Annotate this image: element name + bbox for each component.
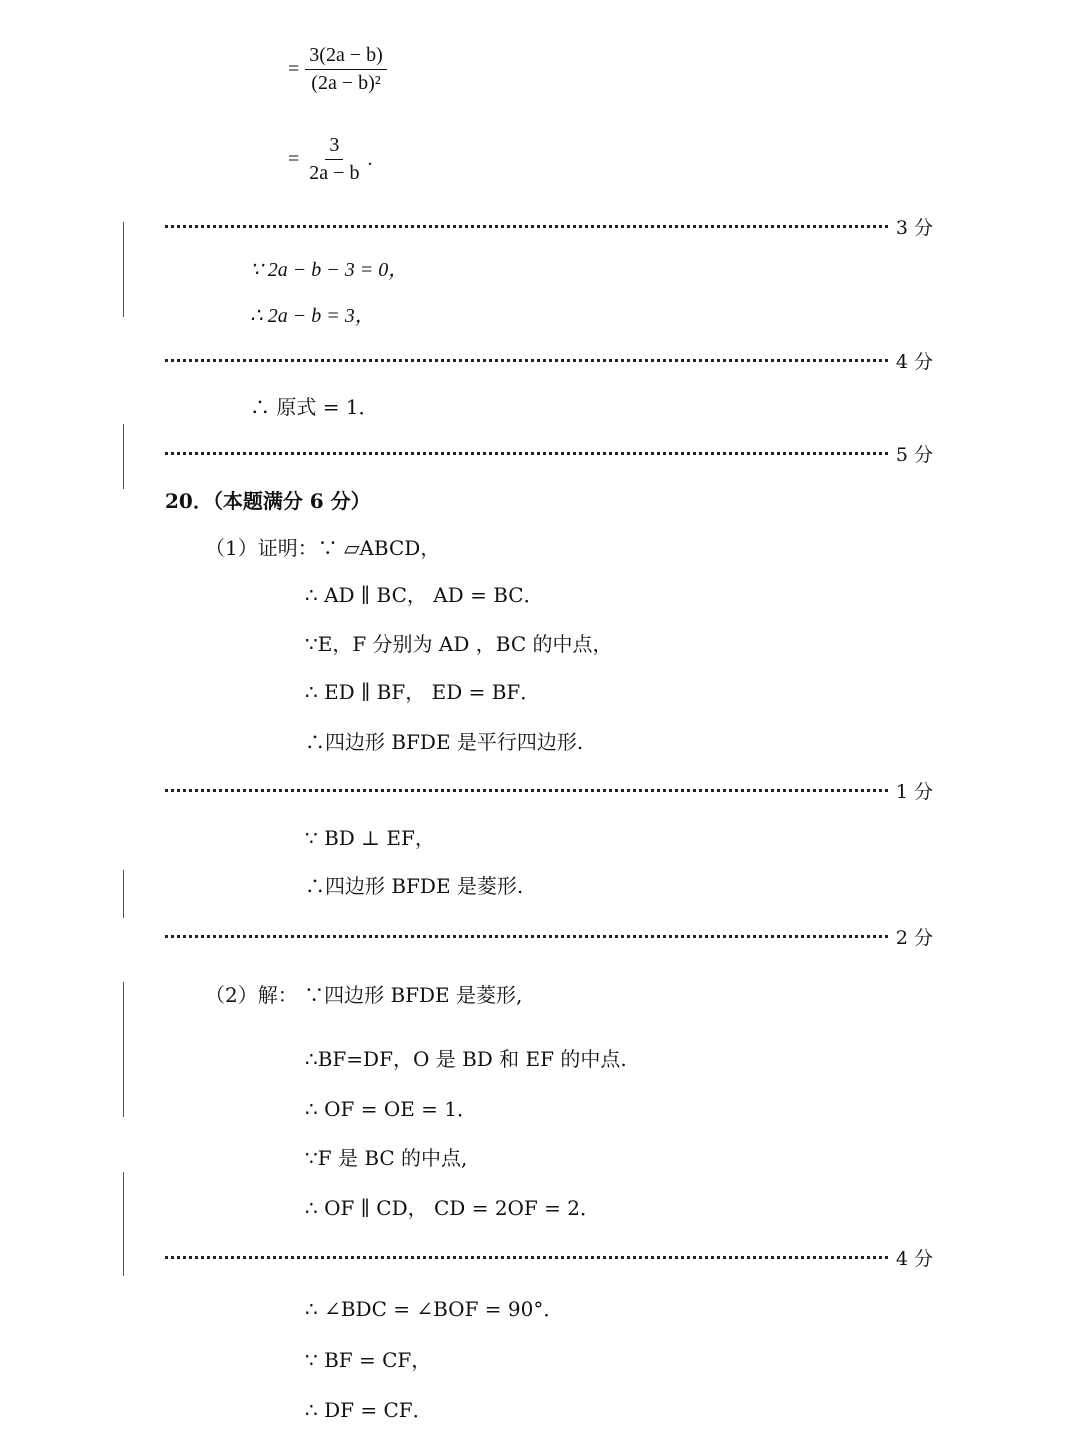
text-line: ∴ DF = CF．	[305, 1398, 433, 1422]
dotted-leader	[165, 935, 888, 938]
dotted-leader	[165, 225, 888, 228]
denominator: 2a − b	[309, 162, 360, 184]
text-line: （2）解： ∵四边形 BFDE 是菱形,	[205, 983, 523, 1007]
numerator: 3	[325, 134, 343, 160]
equals-sign: =	[288, 148, 300, 170]
fraction-expression	[288, 134, 372, 185]
margin-bar	[123, 870, 124, 918]
margin-bar	[123, 222, 124, 317]
margin-bar	[123, 1172, 124, 1276]
text-line: （1）证明：∵ ▱ABCD，	[205, 536, 441, 560]
text-line: ∴ OF = OE = 1．	[305, 1097, 478, 1121]
equals-sign: =	[288, 58, 300, 80]
score-row	[165, 348, 933, 372]
text-line: ∴四边形 BFDE 是菱形.	[305, 874, 524, 898]
text-line: ∵ BD ⊥ EF，	[305, 826, 435, 850]
dotted-leader	[165, 359, 888, 362]
score-label: 3 分	[895, 216, 933, 239]
text-line: ∴四边形 BFDE 是平行四边形.	[305, 730, 584, 754]
question-heading: 20．（本题满分 6 分）	[165, 489, 371, 513]
denominator: (2a − b)²	[311, 72, 381, 94]
score-row	[165, 924, 933, 948]
text-line: ∴ OF ∥ CD， CD = 2OF = 2．	[305, 1196, 601, 1220]
dotted-leader	[165, 452, 888, 455]
text-line: ∵ 2a − b − 3 = 0，	[250, 259, 409, 281]
score-label: 5 分	[895, 443, 933, 466]
margin-bar	[123, 982, 124, 1117]
text-line: ∴BF=DF，O 是 BD 和 EF 的中点.	[305, 1047, 627, 1071]
dotted-leader	[165, 1256, 888, 1259]
score-row	[165, 441, 933, 465]
score-label: 2 分	[895, 926, 933, 949]
dotted-leader	[165, 789, 888, 792]
score-row	[165, 1245, 933, 1269]
text-line: ∴ ∠BDC = ∠BOF = 90°．	[305, 1297, 564, 1321]
score-label: 1 分	[895, 780, 933, 803]
score-label: 4 分	[895, 1247, 933, 1270]
score-row	[165, 778, 933, 802]
score-label: 4 分	[895, 350, 933, 373]
margin-bar	[123, 424, 124, 489]
text-line: ∴ 2a − b = 3，	[250, 305, 375, 327]
fraction-expression	[288, 44, 387, 95]
text-line: ∴ 原式 = 1．	[250, 395, 379, 419]
text-line: ∴ AD ∥ BC， AD = BC．	[305, 583, 544, 607]
numerator: 3(2a − b)	[305, 44, 386, 70]
text-line: ∵E，F 分别为 AD ，BC 的中点，	[305, 632, 613, 656]
text-line: ∴ ED ∥ BF， ED = BF．	[305, 680, 541, 704]
period: .	[367, 148, 373, 170]
text-line: ∵ BF = CF，	[305, 1348, 432, 1372]
text-line: ∵F 是 BC 的中点,	[305, 1146, 468, 1170]
score-row	[165, 214, 933, 238]
